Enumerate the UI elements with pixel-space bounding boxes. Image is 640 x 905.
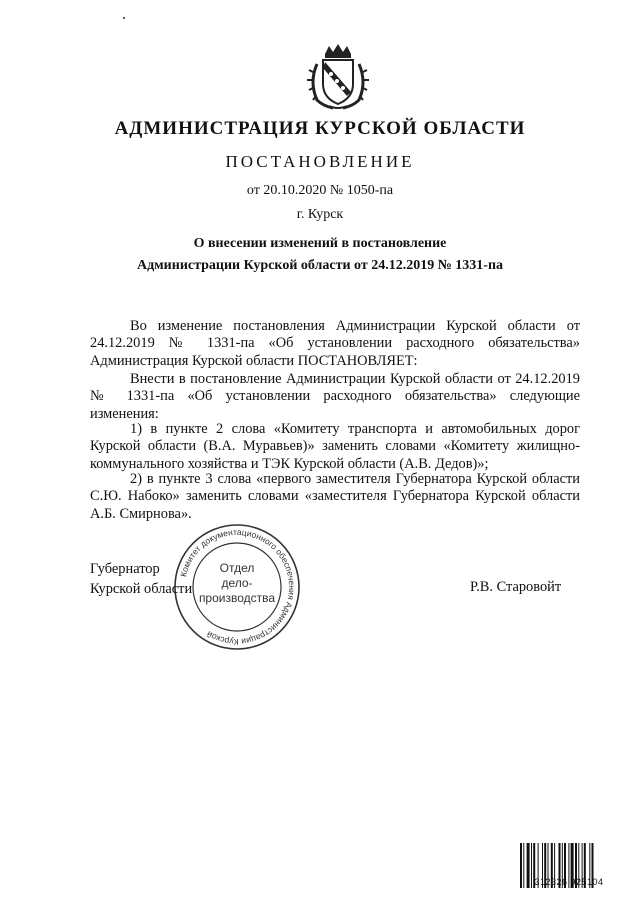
document-number: от 20.10.2020 № 1050-па [246, 183, 394, 198]
signatory-name: Р.В. Старовойт [470, 579, 562, 595]
document-title-line2: Администрации Курской области от 24.12.2019 № 1331-па [136, 258, 504, 273]
document-type: ПОСТАНОВЛЕНИЕ [225, 152, 415, 171]
stamp-ring-text: Комитет документационного обеспечения Администрации Курской [178, 526, 298, 648]
signatory-title-line2: Курской области [90, 581, 193, 597]
stamp-line2: дело- [221, 576, 253, 590]
paragraph-preamble: Во изменение постановления Администрации Курской области от 24.12.2019 № 1331-па «Об установлении расходного обязательства» Администрация Курской области ПОСТАНОВЛЯЕТ: [90, 318, 580, 369]
stamp-line3: производства [198, 591, 276, 605]
organization-name: АДМИНИСТРАЦИЯ КУРСКОЙ ОБЛАСТИ [114, 118, 526, 139]
stamp-line1: Отдел [219, 561, 255, 575]
scan-speck [123, 17, 125, 19]
document-title-line1: О внесении изменений в постановление [193, 236, 447, 251]
paragraph-item-2: 2) в пункте 3 слова «первого заместителя Губернатора Курской области С.Ю. Набоко» заменить словами «заместителя Губернатора Курской области А.Б. Смирнова». [90, 471, 580, 522]
paragraph-resolution: Внести в постановление Администрации Курской области от 24.12.2019 № 1331-па «Об установлении расходного обязательства» следующие изменения: [90, 371, 580, 422]
coat-of-arms-icon [303, 42, 373, 112]
barcode-number: 312326 925104 [534, 877, 604, 887]
signatory-title-line1: Губернатор [90, 561, 160, 577]
signatory-title [90, 559, 192, 599]
document-city: г. Курск [296, 207, 344, 222]
paragraph-item-1: 1) в пункте 2 слова «Комитету транспорта и автомобильных дорог Курской области (В.А. Муравьев)» заменить словами «Комитету жилищно-коммунального хозяйства и ТЭК Курской области (А.В. Дедов)»; [90, 421, 580, 472]
